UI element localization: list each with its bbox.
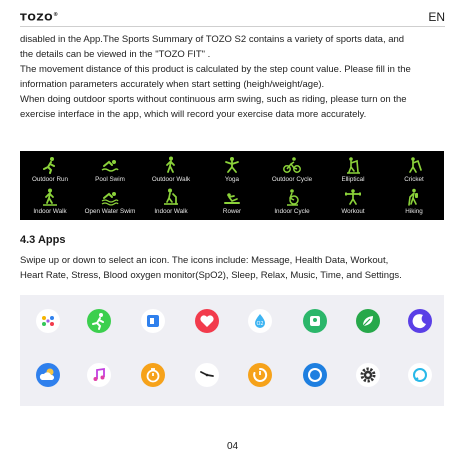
sport-label: Outdoor Run bbox=[31, 176, 69, 183]
sport-label: Indoor Walk bbox=[154, 208, 188, 215]
cricket-icon bbox=[405, 156, 423, 174]
app-relax bbox=[356, 309, 380, 333]
sport-label: Elliptical bbox=[341, 176, 365, 183]
header-divider bbox=[20, 26, 445, 27]
text-line: the details can be viewed in the "TOZO FIT" . bbox=[20, 49, 211, 60]
app-stopwatch bbox=[141, 363, 165, 387]
app-message bbox=[36, 309, 60, 333]
sport-workout bbox=[323, 186, 383, 220]
sport-label: Open Water Swim bbox=[84, 208, 136, 215]
sport-indoor-walk bbox=[20, 186, 80, 220]
text-line: The movement distance of this product is calculated by the step count value. Please fill in the bbox=[20, 64, 411, 75]
app-sleep bbox=[408, 309, 432, 333]
spo2-icon bbox=[248, 309, 272, 333]
sport-label: Indoor Cycle bbox=[274, 208, 310, 215]
app-find-phone bbox=[303, 363, 327, 387]
app-music bbox=[87, 363, 111, 387]
page-number: 04 bbox=[226, 441, 239, 452]
language-label: EN bbox=[428, 10, 445, 24]
sport-rower bbox=[202, 186, 262, 220]
page-header bbox=[20, 8, 445, 26]
svg-text:O2: O2 bbox=[256, 321, 264, 327]
sport-label: Outdoor Walk bbox=[151, 176, 191, 183]
indoor-cycle-icon bbox=[283, 188, 301, 206]
text-line: Swipe up or down to select an icon. The icons include: Message, Health Data, Workout, bbox=[20, 255, 389, 266]
text-line: information parameters accurately when start setting (heigh/weight/age). bbox=[20, 79, 325, 90]
sport-label: Indoor Walk bbox=[33, 208, 67, 215]
sleep-icon bbox=[408, 309, 432, 333]
relax-icon bbox=[356, 309, 380, 333]
sport-indoor-cycle bbox=[262, 186, 322, 220]
text-line: Heart Rate, Stress, Blood oxygen monitor(SpO2), Sleep, Relax, Music, Time, and Settings. bbox=[20, 270, 402, 281]
sport-label: Rower bbox=[222, 208, 242, 215]
text-line: disabled in the App.The Sports Summary of TOZO S2 contains a variety of sports data, and bbox=[20, 34, 405, 45]
app-heart-rate bbox=[195, 309, 219, 333]
apps-paragraph bbox=[20, 253, 448, 283]
indoor-walk-icon bbox=[41, 188, 59, 206]
workout-icon bbox=[344, 188, 362, 206]
music-icon bbox=[87, 363, 111, 387]
sport-outdoor-run bbox=[20, 154, 80, 188]
rower-icon bbox=[223, 188, 241, 206]
sport-label: Workout bbox=[341, 208, 365, 215]
sport-open-water-swim bbox=[80, 186, 140, 220]
outdoor-walk-icon bbox=[162, 156, 180, 174]
outdoor-run-icon bbox=[41, 156, 59, 174]
workout-app-icon bbox=[87, 309, 111, 333]
sport-label: Cricket bbox=[404, 176, 424, 183]
message-icon bbox=[36, 309, 60, 333]
find-phone-icon bbox=[303, 363, 327, 387]
app-workout bbox=[87, 309, 111, 333]
app-spo2 bbox=[248, 309, 272, 333]
section-title: 4.3 Apps bbox=[20, 234, 66, 246]
app-clock bbox=[195, 363, 219, 387]
pool-swim-icon bbox=[101, 156, 119, 174]
sport-hiking bbox=[384, 186, 444, 220]
heart-rate-icon bbox=[195, 309, 219, 333]
sport-label: Hiking bbox=[405, 208, 423, 215]
weather-icon bbox=[36, 363, 60, 387]
app-timer bbox=[248, 363, 272, 387]
open-water-swim-icon bbox=[101, 188, 119, 206]
app-weather bbox=[36, 363, 60, 387]
sport-label: Pool Swim bbox=[95, 176, 125, 183]
stress-icon bbox=[303, 309, 327, 333]
alexa-icon bbox=[408, 363, 432, 387]
sport-outdoor-cycle bbox=[262, 154, 322, 188]
sport-elliptical bbox=[323, 154, 383, 188]
app-settings bbox=[356, 363, 380, 387]
timer-icon bbox=[248, 363, 272, 387]
health-data-icon bbox=[141, 309, 165, 333]
settings-icon bbox=[356, 363, 380, 387]
apps-panel bbox=[20, 295, 444, 406]
indoor-walk-treadmill-icon bbox=[162, 188, 180, 206]
text-line: When doing outdoor sports without continuous arm swing, such as riding, please turn on the bbox=[20, 94, 407, 105]
text-line: exercise interface in the app, which will record your exercise data more accurately. bbox=[20, 109, 367, 120]
sport-yoga bbox=[202, 154, 262, 188]
hiking-icon bbox=[405, 188, 423, 206]
brand-logo: TOZO® bbox=[20, 12, 59, 24]
sport-outdoor-walk bbox=[141, 154, 201, 188]
elliptical-icon bbox=[344, 156, 362, 174]
yoga-icon bbox=[223, 156, 241, 174]
sport-pool-swim bbox=[80, 154, 140, 188]
app-alexa bbox=[408, 363, 432, 387]
sport-cricket bbox=[384, 154, 444, 188]
sport-label: Outdoor Cycle bbox=[271, 176, 313, 183]
outdoor-cycle-icon bbox=[283, 156, 301, 174]
intro-paragraph bbox=[20, 32, 448, 122]
sport-label: Yoga bbox=[224, 176, 240, 183]
app-health-data bbox=[141, 309, 165, 333]
app-stress bbox=[303, 309, 327, 333]
stopwatch-icon bbox=[141, 363, 165, 387]
sport-indoor-walk-treadmill bbox=[141, 186, 201, 220]
sports-grid bbox=[20, 151, 444, 220]
clock-icon bbox=[195, 363, 219, 387]
